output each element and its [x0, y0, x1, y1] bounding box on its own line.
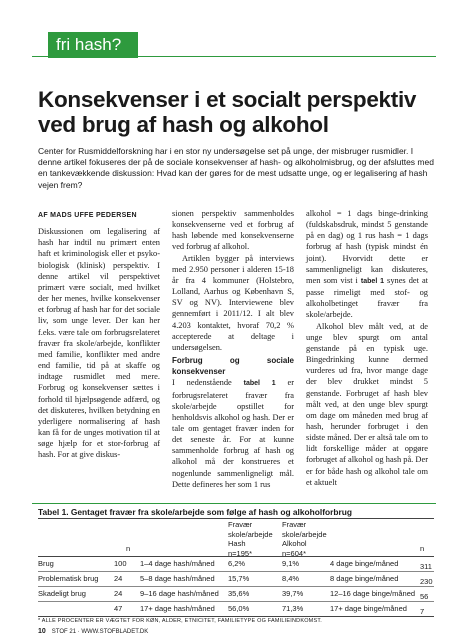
table-cell-n2: 230 — [420, 577, 433, 586]
table-cell-alk-pct: 9,1% — [282, 559, 300, 568]
n-header-right: n — [420, 544, 425, 553]
byline: AF MADS UFFE PEDERSEN — [38, 212, 137, 219]
table-cell-alk-use: 4 dage binge/måned — [330, 559, 399, 568]
column-3-paragraph-1 — [306, 208, 428, 321]
column-2-subhead: Forbrug og sociale konsekvenser — [172, 356, 294, 377]
table-cell-alk-use: 8 dage binge/måned — [330, 574, 399, 583]
table-cell-hash-pct: 6,2% — [228, 559, 246, 568]
column-2-paragraph-1: sionen perspektiv sammenholdes konsekvenserne ved et forbrug af hash løbende med konsekvenserne ved forbrug af alkohol. — [172, 209, 294, 252]
table-cell-alk-pct: 39,7% — [282, 589, 304, 598]
table-cell-n1: 24 — [114, 574, 123, 583]
table-cell-alk-use: 17+ dage binge/måned — [330, 604, 407, 613]
table-reference: tabel 1 — [243, 380, 276, 388]
table-cell-n1: 47 — [114, 604, 123, 613]
table-cell-hash-use: 9–16 dage hash/måned — [140, 589, 219, 598]
table-cell-group: Skadeligt brug — [38, 589, 86, 598]
text-span: er forbrugsrelateret fravær fra skole/arbejde opstillet for henholdsvis alkohol og hash. Der er tale om gentaget fravær inden for det seneste år. For at kunne sammenholde forbrug af hash og alkohol må der konstrueres et nogenlunde sammenligneligt mål. Dette defineres her som 1 rus — [172, 378, 294, 489]
header-line: Fravær — [282, 520, 307, 529]
table-row-rule — [38, 586, 434, 587]
table-cell-hash-pct: 56,0% — [228, 604, 250, 613]
header-line: skole/arbejde — [282, 529, 327, 539]
magazine-credit: STOF 21 · WWW.STOFBLADET.DK — [51, 629, 149, 635]
table-cell-alk-use: 12–16 dage binge/måned — [330, 589, 416, 598]
text-span: I nedenstående — [172, 378, 244, 388]
table-cell-group: Problematisk brug — [38, 574, 99, 583]
column-1 — [38, 210, 160, 460]
header-line: Fravær — [228, 520, 253, 529]
table-row-rule — [38, 571, 434, 572]
header-hash — [228, 520, 273, 558]
header-alcohol — [282, 520, 327, 558]
table-cell-hash-use: 1–4 dage hash/måned — [140, 559, 215, 568]
table-cell-hash-pct: 15,7% — [228, 574, 250, 583]
text-span: synes det at passe rimeligt med stof- og alkoholbetinget fravær fra skole/arbejde. — [306, 275, 428, 320]
headline: Konsekvenser i et socialt perspektiv ved brug af hash og alkohol — [38, 87, 417, 137]
table-divider — [32, 503, 436, 504]
table-row-rule — [38, 601, 434, 602]
table-cell-hash-use: 17+ dage hash/måned — [140, 604, 215, 613]
page-number: 10 — [38, 628, 46, 635]
table-cell-hash-use: 5–8 dage hash/måned — [140, 574, 215, 583]
page-footer — [38, 628, 148, 635]
top-rule — [32, 56, 436, 57]
header-line: Hash — [228, 539, 246, 548]
table-rule — [38, 616, 434, 617]
table-rule — [38, 518, 434, 519]
column-3-paragraph-2: Alkohol blev målt ved, at de unge blev spurgt om antal genstande på en typisk uge. Bingedrinking kunne dermed vurderes ud fra, hvor mange dage der blev drukket mindst 5 genstande. Forbruget af hash blev målt ved, at den unge blev spurgt om dage om måneden med brug af hash, herunder forbruget i den sidste måned. Der er altså tale om to lidt forskellige måder at opgøre forbruget af alkohol og hash på. Der er for både hash og alkohol tale om et aktuelt — [306, 321, 428, 487]
table-rule — [38, 556, 434, 557]
intro-paragraph: Center for Rusmiddelforskning har i en stor ny undersøgelse set på unge, der misbruger rusmidler. I denne artikel fokuseres der på de sociale konsekvenser af hash- og alkoholmisbrug, og der afsluttes med en tankevækkende diskussion: Hvad kan der gøres for de mest udsatte unge, og er legalisering af hash vejen frem? — [38, 146, 434, 190]
column-3 — [306, 208, 428, 488]
column-2-paragraph-3 — [172, 377, 294, 490]
table-cell-n2: 311 — [420, 562, 432, 571]
header-line: n=195* — [228, 548, 252, 558]
table-cell-hash-pct: 35,6% — [228, 589, 250, 598]
header-line: skole/arbejde — [228, 529, 273, 539]
section-tag: fri hash? — [48, 32, 138, 58]
table-cell-alk-pct: 71,3% — [282, 604, 304, 613]
header-line: n=604* — [282, 548, 306, 558]
table-caption: Tabel 1. Gentaget fravær fra skole/arbejde som følge af hash og alkoholforbrug — [38, 507, 352, 517]
column-2 — [172, 208, 294, 490]
table-cell-n1: 24 — [114, 589, 123, 598]
n-header-left: n — [126, 544, 131, 553]
header-line: Alkohol — [282, 539, 307, 548]
text-span: alkohol = 1 dags binge-drinking (fuldskabsdruk, mindst 5 genstande på en dag) og 1 rus hash = 1 dags forbrug af hash (typisk mindst én joint). Hvorvidt dette er sammenligneligt kan diskuteres, men som vist i — [306, 209, 428, 285]
table-cell-alk-pct: 8,4% — [282, 574, 300, 583]
table-reference: tabel 1 — [360, 277, 385, 285]
table-cell-n2: 56 — [420, 592, 429, 601]
table-cell-group: Brug — [38, 559, 54, 568]
column-2-paragraph-2: Artiklen bygger på interviews med 2.950 personer i alderen 15-18 år fra 4 kommuner (Holstebro, Lolland, Aarhus og København S, SV og NV). Interviewene blev gennemført i 2011/12. I alt blev 4.203 kontaktet, hvoraf 70,2 % accepterede at deltage i undersøgelsen. — [172, 253, 294, 352]
column-1-text: Diskussionen om legalisering af hash har indtil nu primært enten haft et kriminologisk eller et psyko-biologisk (klinisk) perspektiv. I denne artikel vil perspektivet primært være socialt, med hvilket der her menes, hvilke konsekvenser et forbrug af hash har for det sociale liv, som unge lever. Der kan her f.eks. være tale om forbrugsrelateret fravær fra skole/arbejde, konflikter med familie, konflikter med andre end familie, tid på at skaffe og indtage rusmidlet med mere. Forbrug og konsekvenser sættes i forhold til hjælpsøgende adfærd, og det diskuteres, hvilken betydning en yderligere normalisering af hash kan få for de unges motivation til at søge hjælp for et stor-forbrug af hash. For at give diskus- — [38, 227, 160, 460]
table-cell-n1: 100 — [114, 559, 127, 568]
table-cell-n2: 7 — [420, 607, 425, 616]
table-footnote: * ALLE PROCENTER ER VÆGTET FOR KØN, ALDER, ETNICITET, FAMILIETYPE OG FAMILIEINDKOMST. — [38, 618, 323, 624]
